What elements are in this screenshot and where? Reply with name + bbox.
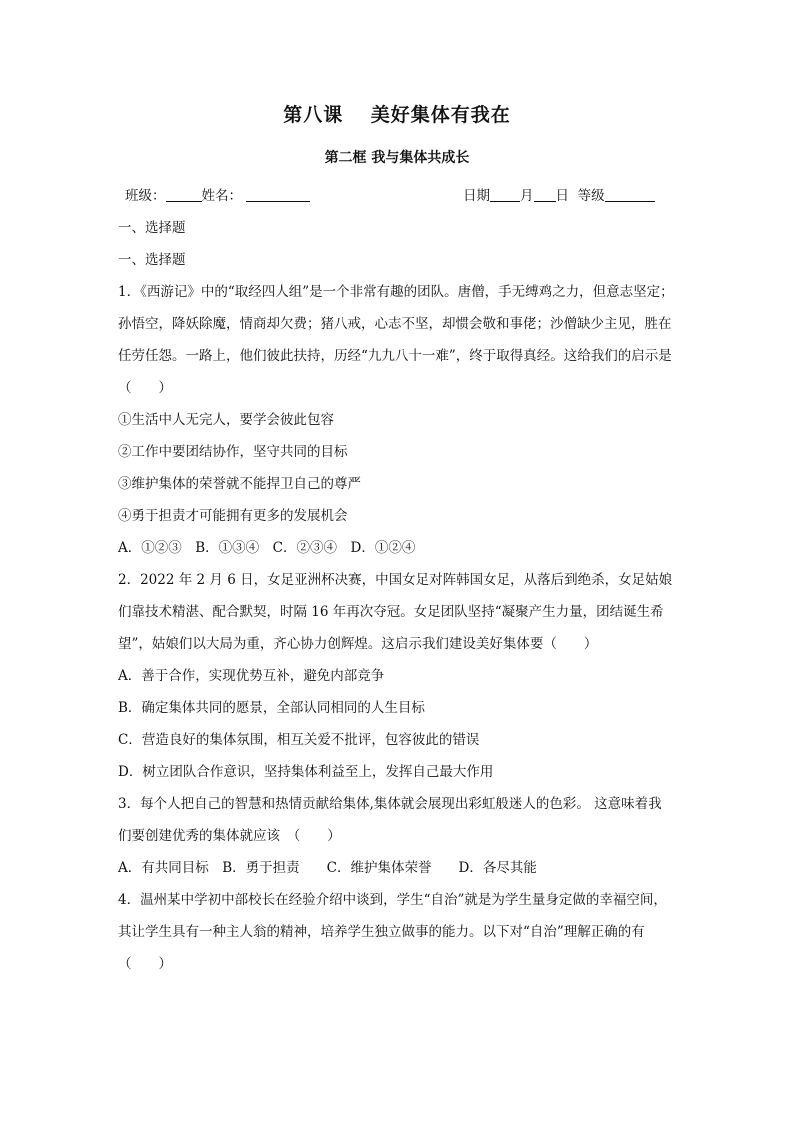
question-3: [118, 788, 674, 884]
answer-options: A．有共同目标 B．勇于担责 C．维护集体荣誉 D．各尽其能: [118, 860, 537, 876]
class-field[interactable]: [166, 187, 202, 202]
question-body: [118, 212, 674, 980]
class-label: 班级：: [125, 188, 166, 204]
section-heading: 一、选择题: [118, 252, 186, 268]
grade-field[interactable]: [605, 187, 655, 202]
student-info-left: [125, 184, 310, 204]
question-1: [118, 276, 674, 564]
day-label: 日: [555, 188, 569, 204]
question-4: [118, 884, 674, 980]
question-stem: 4．温州某中学初中部校长在经验介绍中谈到，学生“自治”就是为学生量身定做的幸福空间，其让学生具有一种主人翁的精神，培养学生独立做事的能力。以下对“自治”理解正确的有（ ）: [118, 892, 667, 972]
grade-label: 等级: [577, 188, 605, 204]
question-2: [118, 564, 674, 788]
student-info-right: [463, 184, 655, 204]
name-label: 姓名：: [201, 188, 242, 204]
question-stem: 2．2022 年 2 月 6 日，女足亚洲杯决赛，中国女足对阵韩国女足，从落后到绝杀，女足姑娘们靠技术精湛、配合默契，时隔 16 年再次夺冠。女足团队坚持“凝聚产生力量，团结诞生希望”，姑娘们以大局为重，齐心协力创辉煌。这启示我们建设美好集体要（ ）: [118, 572, 673, 652]
name-field[interactable]: [246, 187, 310, 202]
section-heading: 一、选择题: [118, 220, 186, 236]
answer-option: A．善于合作，实现优势互补，避免内部竞争: [118, 668, 385, 684]
answer-option: D．树立团队合作意识，坚持集体利益至上，发挥自己最大作用: [118, 764, 494, 780]
statement-item: ②工作中要团结协作，坚守共同的目标: [118, 444, 348, 460]
answer-option: B．确定集体共同的愿景，全部认同相同的人生目标: [118, 700, 425, 716]
answer-option: C．营造良好的集体氛围，相互关爱不批评，包容彼此的错误: [118, 732, 480, 748]
question-stem: 1．《西游记》中的“取经四人组”是一个非常有趣的团队。唐僧，手无缚鸡之力，但意志坚定；孙悟空，降妖除魔，情商却欠费；猪八戒，心志不坚，却惯会敬和事佬；沙僧缺少主见，胜在任劳任怨。一路上，他们彼此扶持，历经“九九八十一难”，终于取得真经。这给我们的启示是（ ）: [118, 284, 674, 396]
lesson-subtitle: 第二框 我与集体共成长: [324, 150, 470, 166]
answer-options: A．①②③ B．①③④ C．②③④ D．①②④: [118, 540, 416, 556]
statement-item: ③维护集体的荣誉就不能捍卫自己的尊严: [118, 476, 361, 492]
statement-item: ①生活中人无完人，要学会彼此包容: [118, 412, 334, 428]
month-field[interactable]: [490, 187, 520, 202]
statement-item: ④勇于担责才可能拥有更多的发展机会: [118, 508, 348, 524]
day-field[interactable]: [534, 187, 556, 202]
question-stem: 3．每个人把自己的智慧和热情贡献给集体,集体就会展现出彩虹般迷人的色彩。 这意味着我们要创建优秀的集体就应该 （ ）: [118, 796, 662, 844]
lesson-title: 第八课 美好集体有我在: [283, 104, 511, 126]
date-label: 日期: [463, 188, 490, 204]
month-label: 月: [520, 188, 534, 204]
